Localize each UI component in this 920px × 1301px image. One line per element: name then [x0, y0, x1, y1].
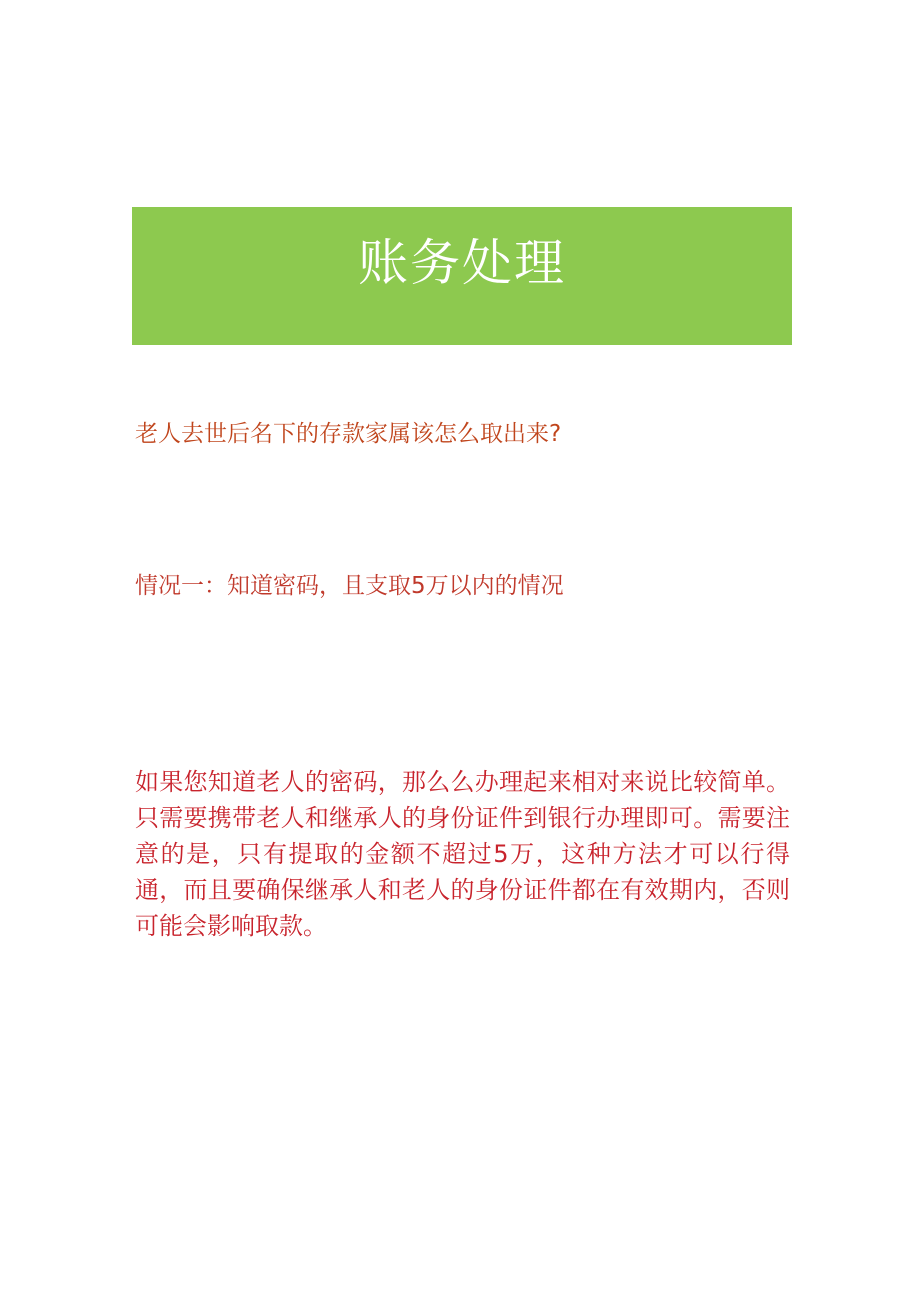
question-heading: 老人去世后名下的存款家属该怎么取出来? [135, 421, 562, 447]
title-banner [132, 207, 792, 345]
case-heading: 情况一：知道密码，且支取5万以内的情况 [135, 573, 564, 599]
body-paragraph: 如果您知道老人的密码，那么么办理起来相对来说比较简单。只需要携带老人和继承人的身份证件到银行办理即可。需要注意的是，只有提取的金额不超过5万，这种方法才可以行得通，而且要确保继承人和老人的身份证件都在有效期内，否则可能会影响取款。 [135, 768, 790, 940]
banner-title: 账务处理 [358, 234, 566, 292]
